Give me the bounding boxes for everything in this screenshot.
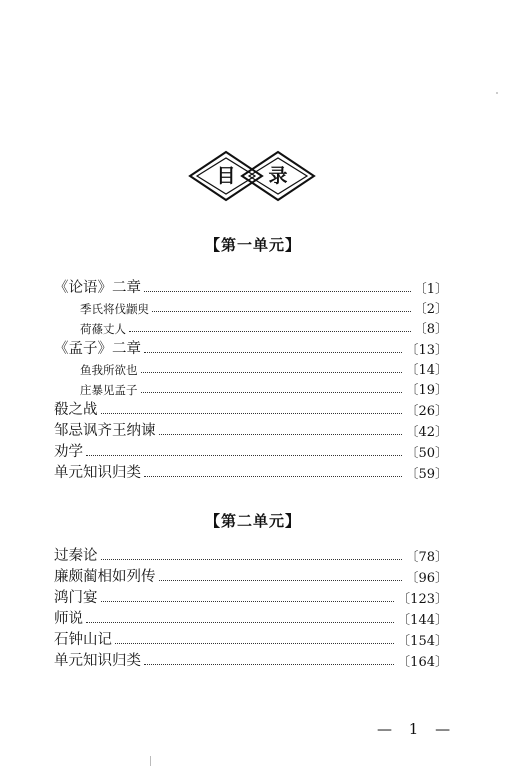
toc-entry xyxy=(54,565,448,586)
dot-leader xyxy=(144,664,394,665)
dot-leader xyxy=(144,476,402,477)
unit-heading-2: 【第二单元】 xyxy=(204,512,301,530)
scan-speck xyxy=(150,756,151,766)
toc-entry xyxy=(54,276,448,297)
toc-entry-title: 荷蓧丈人 xyxy=(80,322,126,336)
unit-heading-1: 【第一单元】 xyxy=(204,236,301,254)
toc-entry-title: 过秦论 xyxy=(54,548,98,564)
dot-leader xyxy=(129,331,411,332)
toc-unit-1 xyxy=(54,276,448,482)
toc-unit-2 xyxy=(54,544,448,670)
dot-leader xyxy=(86,455,402,456)
toc-entry-title: 单元知识归类 xyxy=(54,465,141,481)
dot-leader xyxy=(159,580,403,581)
toc-entry-page: 〔96〕 xyxy=(405,571,448,586)
toc-entry-title: 单元知识归类 xyxy=(54,653,141,669)
toc-entry-page: 〔154〕 xyxy=(397,634,448,649)
dot-leader xyxy=(101,559,403,560)
toc-entry-title: 季氏将伐颛臾 xyxy=(80,302,149,316)
toc-entry xyxy=(54,586,448,607)
toc-entry-page: 〔8〕 xyxy=(413,322,448,337)
page-number: — 1 — xyxy=(377,720,457,738)
toc-entry-page: 〔13〕 xyxy=(405,343,448,358)
scan-speck xyxy=(496,92,498,94)
toc-entry-page: 〔78〕 xyxy=(405,550,448,565)
dot-leader xyxy=(101,601,395,602)
toc-entry-page: 〔26〕 xyxy=(405,404,448,419)
toc-entry xyxy=(54,378,448,398)
double-diamond-frame-icon xyxy=(188,150,316,202)
toc-entry-title: 石钟山记 xyxy=(54,632,112,648)
dot-leader xyxy=(86,622,394,623)
dot-leader xyxy=(152,311,411,312)
toc-entry xyxy=(54,440,448,461)
toc-entry-title: 鸿门宴 xyxy=(54,590,98,606)
toc-entry xyxy=(54,544,448,565)
toc-entry-page: 〔14〕 xyxy=(405,363,448,378)
toc-entry-title: 《论语》二章 xyxy=(54,280,141,296)
toc-entry-title: 邹忌讽齐王纳谏 xyxy=(54,423,156,439)
toc-entry xyxy=(54,297,448,317)
toc-entry-page: 〔2〕 xyxy=(413,302,448,317)
toc-entry-page: 〔123〕 xyxy=(397,592,448,607)
toc-entry-title: 劝学 xyxy=(54,444,83,460)
toc-entry-page: 〔164〕 xyxy=(397,655,448,670)
toc-entry-title: 殽之战 xyxy=(54,402,98,418)
toc-entry-page: 〔59〕 xyxy=(405,467,448,482)
toc-entry xyxy=(54,317,448,337)
toc-title-char-2: 录 xyxy=(268,165,288,187)
toc-entry xyxy=(54,628,448,649)
toc-entry-title: 廉颇蔺相如列传 xyxy=(54,569,156,585)
dot-leader xyxy=(115,643,394,644)
toc-entry-page: 〔19〕 xyxy=(405,383,448,398)
toc-title-emblem xyxy=(188,150,316,202)
toc-entry xyxy=(54,461,448,482)
toc-entry-page: 〔42〕 xyxy=(405,425,448,440)
toc-entry xyxy=(54,398,448,419)
dot-leader xyxy=(144,352,402,353)
toc-entry xyxy=(54,419,448,440)
toc-entry-page: 〔1〕 xyxy=(413,282,448,297)
toc-entry xyxy=(54,358,448,378)
toc-title-char-1: 目 xyxy=(216,165,236,187)
toc-entry-title: 《孟子》二章 xyxy=(54,341,141,357)
toc-entry-page: 〔144〕 xyxy=(397,613,448,628)
toc-entry-title: 师说 xyxy=(54,611,83,627)
dot-leader xyxy=(159,434,403,435)
toc-entry xyxy=(54,337,448,358)
toc-entry xyxy=(54,649,448,670)
toc-entry-title: 鱼我所欲也 xyxy=(80,363,138,377)
dot-leader xyxy=(101,413,403,414)
toc-entry-title: 庄暴见孟子 xyxy=(80,383,138,397)
toc-entry xyxy=(54,607,448,628)
dot-leader xyxy=(141,372,403,373)
dot-leader xyxy=(141,392,403,393)
dot-leader xyxy=(144,291,411,292)
toc-entry-page: 〔50〕 xyxy=(405,446,448,461)
